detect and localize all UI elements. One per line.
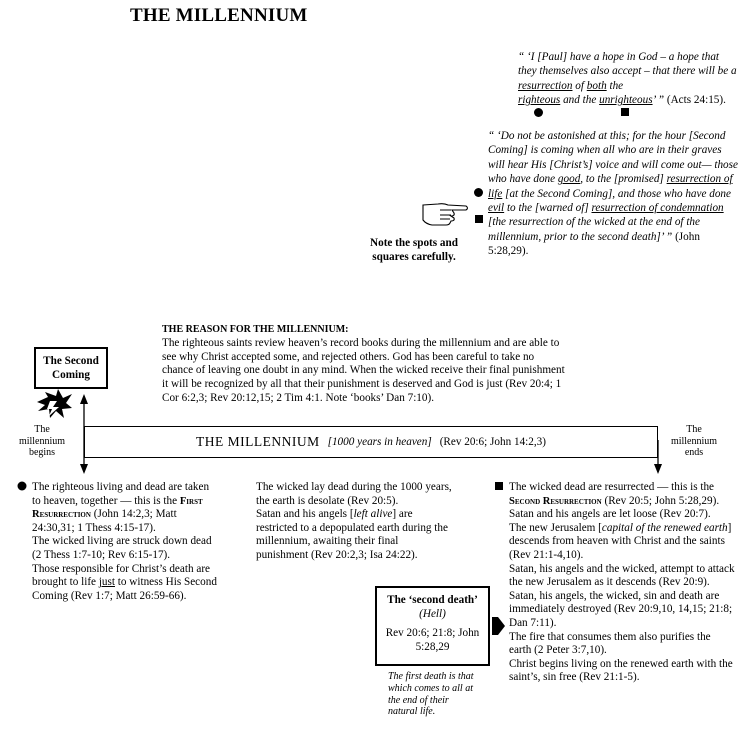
col1-paragraph: The wicked living are struck down dead (2 Thess 1:7-10; Rev 6:15-17). <box>32 535 212 561</box>
millennium-begins-label: The millennium begins <box>18 424 66 459</box>
second-death-refs: Rev 20:6; 21:8; John 5:28,29 <box>385 627 480 653</box>
millennium-timeline-bar <box>84 426 658 458</box>
righteous-dot-icon <box>18 482 27 491</box>
col3-paragraph: Satan and his angels are let loose (Rev 20:7). <box>509 508 711 521</box>
column-during-millennium <box>256 481 452 563</box>
col1-paragraph: The righteous living and dead are taken to heaven, together — this is the First Resurrection (John 14:2,3; Matt 24:30,31; 1 Thess 4:15-17). <box>32 481 210 534</box>
quote-acts-24-15: “ ‘I [Paul] have a hope in God – a hope that they themselves also accept – that there will be a resurrection of both the righteous and the unrighteous’ ” (Acts 24:15). <box>518 51 737 107</box>
reason-for-millennium <box>162 323 566 406</box>
timeline-italic: [1000 years in heaven] <box>327 436 432 448</box>
column-second-resurrection <box>509 481 735 685</box>
col1-paragraph: Those responsible for Christ’s death are brought to life just to witness His Second Coming (Rev 1:7; Matt 26:59-66). <box>32 562 217 602</box>
reason-body: The righteous saints review heaven’s record books during the millennium and are able to see why Christ accepted some, and rejected others. God has been careful to take no chance of leaving one doubt in any mind. When the wicked receive their final punishment it will be recognized by all that their punishment is deserved and God is just (Rev 20:4; 1 Cor 6:2,3; Rev 20:12,15; 2 Tim 4:1. Note ‘books’ Dan 7:10). <box>162 336 565 404</box>
column-first-resurrection <box>32 481 218 603</box>
reason-heading: THE REASON FOR THE MILLENNIUM: <box>162 324 349 335</box>
second-death-box <box>375 586 490 666</box>
col3-paragraph: The fire that consumes them also purifies the earth (2 Peter 3:7,10). <box>509 630 711 657</box>
quote-john-5-28-29: “ ‘Do not be astonished at this; for the hour [Second Coming] is coming when all who are in their graves will hear His [Christ’s] voice and will come out— those who have done good, to the [promised] resurrection of life [at the Second Coming], and those who have done evil to the [warned of] resurrection of condemnation [the resurrection of the wicked at the end of the millennium, prior to the second death]’ ” (John 5:28,29). <box>488 130 738 258</box>
col3-paragraph: Satan, his angels, the wicked, sin and death are immediately destroyed (Rev 20:9,10, 14,15; 21:8; Dan 7:11). <box>509 589 733 629</box>
note-spots-squares: Note the spots and squares carefully. <box>370 237 458 263</box>
second-death-sub: (Hell) <box>419 607 446 620</box>
col3-paragraph: The new Jerusalem [capital of the renewed earth] descends from heaven with Christ and the saints (Rev 21:1-4,10). <box>509 521 732 561</box>
second-coming-box: The Second Coming <box>34 347 108 389</box>
col2-paragraph: The wicked lay dead during the 1000 years, the earth is desolate (Rev 20:5). <box>256 481 452 507</box>
timeline-ref: (Rev 20:6; John 14:2,3) <box>439 436 546 448</box>
col3-paragraph: Christ begins living on the renewed earth with the saint’s, sin free (Rev 21:1-5). <box>509 657 733 684</box>
col3-paragraph: Satan, his angels and the wicked, attempt to attack the new Jerusalem as it descends (Rev 20:9). <box>509 562 735 589</box>
col3-paragraph: The wicked dead are resurrected — this is the Second Resurrection (Rev 20:5; John 5:28,29). <box>509 481 720 507</box>
wicked-square-icon <box>495 482 503 490</box>
lightning-burst-icon <box>37 389 72 418</box>
second-death-title: The ‘second death’ <box>387 594 478 606</box>
right-arrow-icon <box>492 617 505 635</box>
page-title: THE MILLENNIUM <box>130 5 308 26</box>
col2-paragraph: Satan and his angels [left alive] are restricted to a depopulated earth during the millennium, awaiting their final punishment (Rev 20:2,3; Isa 24:22). <box>256 508 448 561</box>
millennium-ends-label: The millennium ends <box>670 424 718 459</box>
pointing-hand-icon <box>423 204 468 225</box>
timeline-title: THE MILLENNIUM <box>196 434 320 449</box>
first-death-note: The first death is that which comes to all at the end of their natural life. <box>388 671 474 718</box>
